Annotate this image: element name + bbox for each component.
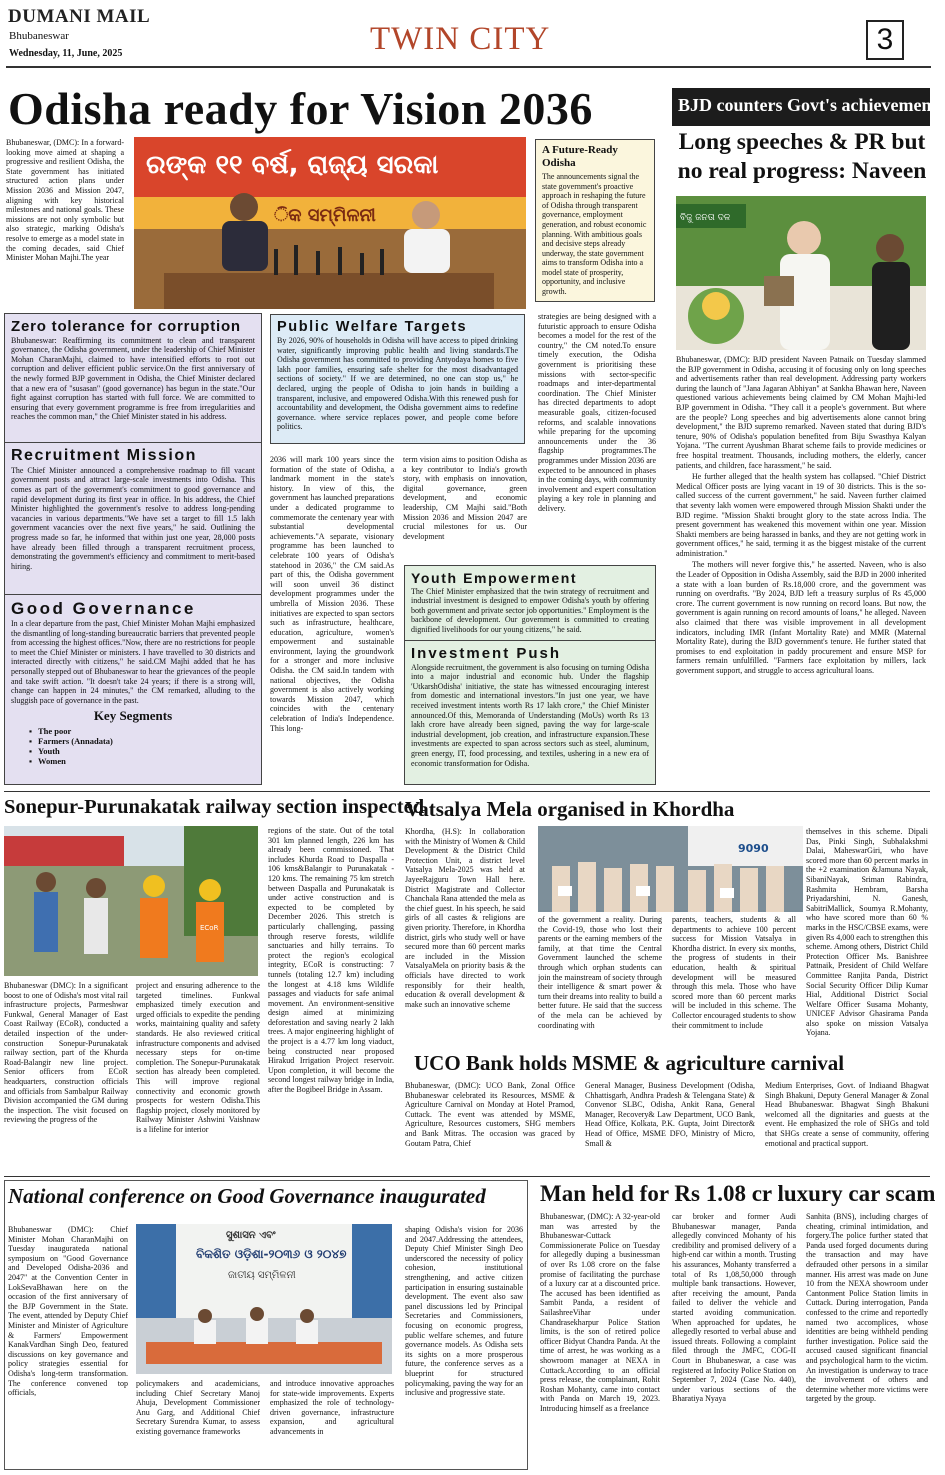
youth-empowerment-box xyxy=(404,565,656,641)
key-segment-item: ▪ Farmers (Annadata) xyxy=(29,736,255,746)
stage-banner-text: 9090 xyxy=(738,842,769,855)
scam-column-2: car broker and former Audi Bhubaneswar manager, Panda allegedly convinced Mohanty of his credibility and promised delivery of a high-end car within a month. Trusting his assurances, Mohanty transferred a total of Rs 1,08,50,000 through multiple bank transactions. However, after receiving the amount, Panda failed to deliver the vehicle and started avoiding communication. When approached for updates, he allegedly resorted to verbal abuse and issued threats. Following a complaint filed through the JMFC, COG-II Court in Bhubaneswar, a case was registered at Infocity Police Station on September 7, 2024 (Case No. 440), under various sections of the Bharatiya Nyaya xyxy=(672,1212,796,1404)
bjd-paragraph: Bhubaneswar, (DMC): BJD president Naveen Patnaik on Tuesday slammed the BJP government in Odisha, accusing it of focusing only on long speeches and advertisements rather than real development. Addressing party workers during the launch of "Jana Jagaran Abhiyan" at Sankha Bhawan here, Naveen questioned various achievements being claimed by CM Mohan Majhi-led BJP government in Odisha. "They call it a people's government. But where are the people? Long speeches and big advertisements alone cannot bring development," the BJD supremo remarked. Naveen stated that during BJD's tenure, 90% of Odisha's population benefited from Biju Swasthya Kalyan Yojana. "The current Ayushman Bharat scheme fails to provide medicines or free hospital treatment. Thousands, including mothers, the elderly, cancer patients, and children, face harassment," he said. xyxy=(676,355,926,470)
lead-column-a: 2036 will mark 100 years since the formation of the state of Odisha, a landmark moment in the state's history. In view of this, the government has launched preparations under a dedicated programme to commemorate the centenary year with substantial developmental achievements."A separate, visionary programme has been launched to celebrate 100 years of Odisha's statehood in 2036," the CM said.As part of this, the Odisha government will soon unveil 36 distinct development programmes under the umbrella of Mission 2036. These initiatives are expected to span sectors such as infrastructure, healthcare, education, agriculture, women's empowerment and sustainable environment, laying the groundwork for a stronger and more inclusive Odisha. the CM said.In tandem with national objectives, the Odisha government is also actively working towards Mission 2047, which coincides with the centenary celebration of India's Independence. This long- xyxy=(270,455,394,733)
public-welfare-title: Public Welfare Targets xyxy=(277,319,468,335)
conference-banner-3: ଜାତୀୟ ସମ୍ମିଳନୀ xyxy=(228,1270,296,1281)
key-segment-item: ▪ Women xyxy=(29,756,255,766)
conference-column-3: and introduce innovative approaches for state-wide improvements. Experts emphasized the role of technology-driven governance, infrastructure expansion, and agricultural advancements in xyxy=(270,1379,394,1436)
public-welfare-box xyxy=(270,314,525,444)
lead-intro: Bhubaneswar, (DMC): In a forward-looking move aimed at shaping a progressive and resilient Odisha, the State government has initiated structured action plans under Mission 2036 and Mission 2047, aligning with key historical milestones and national goals. These missions are not only symbolic but also strategic, marking Odisha's resolve to emerge as a model state in the coming decades, said Chief Minister Mohan Majhi.The year xyxy=(6,138,124,263)
edition-date: Wednesday, 11, June, 2025 xyxy=(9,48,123,59)
bjd-headline-line-1: Long speeches & PR but xyxy=(678,129,926,155)
key-segments-list xyxy=(29,726,255,766)
conference-column-1: Bhubaneswar (DMC): Chief Minister Mohan CharanMajhi on Tuesday inaugurateda national symposium on "Good Governance and Developed Odisha-2036 and 2047" at the Convention Center in LokSevaBhawan here on the occasion of the first anniversary of the BJP Government in the State. The event, attended by Deputy Chief Minister and Minister of Agriculture & Farmers' Empowerment KanakVardhan Singh Deo, featured discussions on key governance and policy strategies essential for Odisha's long-term transformation. The conference convened top officials, xyxy=(8,1225,128,1398)
zero-tolerance-text: Bhubaneswar: Reaffirming its commitment to clean and transparent governance, the Odisha government, under the leadership of Chief Minister Mohan CharanMajhi, claimed to have intensified efforts to root out corruption and deliver efficient public service.On the first anniversary of the newly formed BJP government in Odisha, the Chief Minister declared that a new era of "susasan" (good governance) has begun in the state."Our fight against corruption has started with full force. We are committed to ensuring that every government programme is free from irregularities and reaches the common man," the Chief Minister stated in his address. xyxy=(11,335,255,422)
railway-column-2: project and ensuring adherence to the targeted timelines. Funkwal emphasized timely execution and urged officials to expedite the pending works, maintaining quality and safety standards. He also reviewed critical infrastructure components and advised necessary steps for on-time completion. The Sonepur-Purunakatak section has already been completed. This will improve regional connectivity and economic growth prospects for western Odisha.This flagship project, closely monitored by Railway Minister Ashwini Vaishnaw is a lifeline for interior xyxy=(136,981,260,1134)
lower-rule xyxy=(4,1176,930,1177)
conference-photo xyxy=(136,1224,392,1374)
scam-column-3: Sanhita (BNS), including charges of cheating, criminal intimidation, and forgery.The police further stated that Panda used forged documents during the transaction and may have defrauded other persons in a similar manner. His arrest was made on June 10 from the NEXA showroom under Cantonment Police Station limits in Cuttack. During interrogation, Panda confessed to the crime and reportedly named two accomplices, whose identities are being withheld pending further investigation. Police said the accused caused significant financial and psychological harm to the victim. An investigation is underway to trace the involvement of others and determine whether more victims were targeted by the group. xyxy=(806,1212,928,1404)
future-ready-title: A Future-Ready Odisha xyxy=(542,144,618,169)
youth-empowerment-title: Youth Empowerment xyxy=(411,570,578,586)
railway-inspection-image xyxy=(4,826,258,976)
key-segment-item: ▪ Youth xyxy=(29,746,255,756)
recruitment-title: Recruitment Mission xyxy=(11,447,197,464)
lead-column-c: strategies are being designed with a futuristic approach to ensure Odisha becomes a model for the rest of the country," the CM noted.To ensure timely execution, the Odisha government is prioritising these missions with sector-specific roadmaps and inter-departmental coordination. The Chief Minister has directed departments to adopt measurable goals, citizen-focused reforms, and scalable innovations while preparing for the upcoming announcements under the 36 flagship programmes.The programmes under Mission 2036 are expected to be announced in phases in the coming days, with community involvement and expert consultation playing a key role in planning and delivery. xyxy=(538,312,656,513)
conference-headline: National conference on Good Governance inaugurated xyxy=(8,1184,486,1208)
investment-push-box xyxy=(404,641,656,785)
lead-column-b: term vision aims to position Odisha as a key contributor to India's growth story, with emphasis on innovation, digital governance, green development, and economic leadership, CM Majhi said."Both Mission 2036 and Mission 2047 are crucial milestones for us. Our development xyxy=(403,455,527,541)
good-governance-box xyxy=(4,595,262,785)
conference-banner-1: ସୁଶାସନ ଏବଂ xyxy=(226,1230,276,1241)
conference-banner-2: ବିକଶିତ ଓଡ଼ିଶା-୨୦୩୬ ଓ ୨୦୪୭ xyxy=(196,1247,347,1261)
newspaper-name: DUMANI MAIL xyxy=(8,6,151,27)
masthead-rule xyxy=(6,66,931,68)
bjd-headline xyxy=(676,128,928,185)
uco-column-1: Bhubaneswar, (DMC): UCO Bank, Zonal Office Bhubaneswar celebrated its Resources, MSME & Agriculture Carnival on Monday at Hotel Pramod, Cuttack. The event was attended by MSME, Agriculture, Resources customers, SHG members and Bank Mitras. The occasion was graced by Goutam Patra, Chief xyxy=(405,1081,575,1148)
youth-empowerment-text: The Chief Minister emphasized that the twin strategy of recruitment and industrial investment is designed to empower Odisha's youth by offering both government and private sector job opportunities." Employment is the backbone of development. Our government is committed to creating dignified livelihoods for our young citizens," he said. xyxy=(411,586,649,634)
railway-column-1: Bhubaneswar (DMC): In a significant boost to one of Odisha's most vital rail infrastructure projects, Parmeshwar Funkwal, General Manager of East Coast Railway (ECoR), conducted a detailed inspection of the under-construction Sonepur-Purunakatak railway section, part of the Khurda Road-Balangir new line project. Senior officers from ECoR headquarters, construction officials and officials from Sambalpur Railway Division accompanied the GM during the inspection. The visit focused on reviewing the progress of the xyxy=(4,981,128,1125)
good-governance-text: In a clear departure from the past, Chief Minister Mohan Majhi emphasized the dismantling of long-standing bureaucratic barriers that prevented people from accessing the highest offices."Now, there are no restrictions for people to meet the Chief Minister or ministers. I have travelled to 30 districts and interacted directly with citizens," he said.CM Majhi added that he has personally stepped out of Bhubaneswar to hear the grievances of the people and take swift action. "It doesn't take 24 years; if there is a strong will, change can happen in 24 minutes," the CM remarked, alluding to the sluggish pace of governance in the past. xyxy=(11,619,255,705)
bjd-paragraph: He further alleged that the health system has collapsed. "Chief District Medical Officer posts are lying vacant in 19 of 30 districts. This is the so-called success of the current government," he said. Naveen further claimed that seventy lakh women were empowered through Mission Shakti under the BJD regime. "Mission Shakti brought glory to the state across India. The present government has weakened this movement within one year. Mission Shakti members are being harassed in banks, and they are not getting work in government offices," he said, terming it as the biggest mistake of the current administration." xyxy=(676,472,926,558)
vatsalya-column-4: themselves in this scheme. Dipali Das, Pinki Singh, Subhalakshmi Dalai, MaheswarGiri, who have scored more than 60 percent marks in the +2 examination &Jamuna Nayak, SibaniNayak, Sriman Rabindra, Rashmita Hembram, Barsha Priyadarshini, N. Ganesh, SabitriMallick, Soumya R.Mohanty, who have scored more than 60 % marks in the HSC/CBSE exams, were given Rs 4,000 each to strengthen this scheme. Among others, District Child Protection Officer Ms. Banishree Pattnaik, President of Child Welfare Committee Ranjita Panda, District Social Security Officer Dilip Kumar Hial, Additional District Social Welfare Officer Susama Mohanty, UNICEF Advisor Ghasirama Panda also spoke on mission Vatsalya Yojana. xyxy=(806,827,928,1038)
vatsalya-column-3: parents, teachers, students & all departments to achieve 100 percent success for Mission Vatsalya in Khordha district. In every six months, the progress of students in their education, health & spiritual development will be measured through this mela. Those who have scored more than 60 percent marks will be included in this scheme. The Collector encouraged students to show their commitment to include xyxy=(672,915,796,1030)
naveen-speaking-image xyxy=(676,196,926,350)
conference-column-4: shaping Odisha's vision for 2036 and 2047.Addressing the attendees, Deputy Chief Minister Singh Deo underscored the necessity of policy cohesion, institutional strengthening, and active citizen participation in ensuring sustainable development. The event also saw panel discussions led by Principal Secretaries and Commissioners, focusing on economic progress, public welfare schemes, and future governance models. As Odisha sets its sights on a more prosperous future, the conference serves as a blueprint for structured policymaking, paving the way for an inclusive and progressive state. xyxy=(405,1225,523,1398)
vatsalya-column-1: Khordha, (H.S): In collaboration with the Ministry of Women & Child Development & the District Child Protection Unit, a district level Vatsalya Mela-2025 was held at JayeeRajguru Town Hall here. District Magistrate and Collector Chanchala Rana attended the mela as the chief guest. In his speech, he said girls of all castes & religions are given priority. Therefore, in Khordha district, girls who study well or have secured more than 60 percent marks are included in the Mission VatsalyaMela on priority basis & the officials have directed to work responsibly for their health, education & overall development & make such an innovative scheme xyxy=(405,827,525,1009)
good-governance-title: Good Governance xyxy=(11,599,196,618)
zero-tolerance-title: Zero tolerance for corruption xyxy=(11,318,241,335)
vatsalya-photo xyxy=(538,826,803,912)
vatsalya-headline: Vatsalya Mela organised in Khordha xyxy=(405,797,735,821)
edition-city: Bhubaneswar xyxy=(9,30,69,42)
key-segment-item: ▪ The poor xyxy=(29,726,255,736)
vatsalya-column-2: of the government a reality. During the Covid-19, those who lost their parents or the earning members of the family, at that time the Central Government launched the scheme through which orphan students can join the mainstream of society through their intelligence & smart power & turn their dreams into reality to build a better future. He said that the success of the mela can be achieved by coordinating with xyxy=(538,915,662,1030)
section-title: TWIN CITY xyxy=(370,21,551,57)
conference-stage-image xyxy=(136,1224,392,1374)
investment-push-title: Investment Push xyxy=(411,645,562,662)
scam-headline: Man held for Rs 1.08 cr luxury car scam xyxy=(540,1181,936,1206)
conference-column-2: policymakers and academicians, including Chief Secretary Manoj Ahuja, Development Commissioner Anu Garg, and Additional Chief Secretary Surendra Kumar, to assess existing governance frameworks xyxy=(136,1379,260,1436)
naveen-photo xyxy=(676,196,926,350)
lead-headline: Odisha ready for Vision 2036 xyxy=(8,83,593,134)
bjd-body xyxy=(676,355,926,785)
vest-text: ECoR xyxy=(200,924,219,932)
railway-photo xyxy=(4,826,258,976)
bjd-headline-line-2: no real progress: Naveen xyxy=(677,157,927,184)
mid-rule xyxy=(4,791,930,792)
bjd-paragraph: The mothers will never forgive this," he asserted. Naveen, who is also the Leader of Opposition in Odisha Assembly, said the BJD in 2000 inherited a state with a loan burden of Rs.18,000 crore, and the government was running on overdrafts. "By 2024, BJD left a treasury surplus of Rs 45,000 crore. The current government is now running on record loans. But now, the government is again running on record amounts of loans," he alleged. Naveen also claimed that there was visible improvement in all development indicators, including IMR (Infant Mortality Rate) and MMR (Maternal Mortality Rate), during the BJD government's tenure. He further stated that promises to end exploitation in paddy procurement and ensure MSP for farmers remain unfulfilled. "Farmers face exploitation by millers, lack government support, and struggle to access agricultural loans. xyxy=(676,560,926,675)
uco-column-2: General Manager, Business Development (Odisha, Chhattisgarh, Andhra Pradesh & Telengana State) & Convenor SLBC, Odisha, Ankit Rana, General Manager, Recovery& Law Department, UCO Bank, Head Office, Kolkata, P.K. Gupta, Joint Director& Head of Office, MSME DFO, Ministry of Micro, Small & xyxy=(585,1081,755,1148)
public-welfare-text: By 2026, 90% of households in Odisha will have access to piped drinking water, significantly improving public health and living standards.The Odisha government has committed to providing Antyodaya homes to five lakh poor families, ensuring safe shelter for the most disadvantaged sections of society." If we are determined, no one can stop us," he declared, urging the people of Odisha to join hands in building a transparent, inclusive, and empowered Odisha.With this renewed push for accountability and development, the Odisha government aims to redefine governance. where service replaces power, and people come before politics. xyxy=(277,336,518,432)
photo-banner-sub: ିକ ସମ୍ମିଳନୀ xyxy=(274,205,376,226)
bjd-section-bar: BJD counters Govt's achievements xyxy=(672,88,930,126)
future-ready-text: The announcements signal the state government's proactive approach in reshaping the future of Odisha through transparent governance, employment generation, and robust economic planning. With ambitious goals and decisive steps already underway, the state government aims to transform Odisha into a model state of prosperity, opportunity, and inclusive growth. xyxy=(542,171,647,297)
photo-banner-text: ରଙ୍କ ୧୧ ବର୍ଷ, ରାଜ୍ୟ ସରକା xyxy=(146,150,439,180)
recruitment-box xyxy=(4,443,262,595)
future-ready-box xyxy=(535,139,655,302)
scam-column-1: Bhubaneswar, (DMC): A 32-year-old man was arrested by the Bhubaneswar-Cuttack Commissionerate Police on Tuesday for allegedly duping a businessman of over Rs 1.08 crore on the false promise of facilitating the purchase of a luxury car at a discounted price. The accused has been identified as Sambit Panda, a resident of SailashreeVihar under Chandrasekharpur Police Station limits, is the son of retired police officer Bidyut Chandra Panda. At the time of arrest, he was working as a showroom manager at NEXA in Cuttack.According to an official press release, the complainant, Rohit Roshan Mohanty, came into contact with Panda on March 19, 2023. Introducing himself as a freelance xyxy=(540,1212,660,1413)
key-segments-title: Key Segments xyxy=(93,708,173,724)
lead-photo xyxy=(134,137,526,309)
recruitment-text: The Chief Minister announced a comprehensive roadmap to fill vacant government posts and attract large-scale investments into Odisha. This comes as part of the government's commitment to good governance and rapid development during its first year in office. In his address, the Chief Minister highlighted the government's resolve to address long-pending vacancies in various departments."We have set a target to fill 1.5 lakh government vacancies over the next five years," he said. Outlining the progress made so far, he informed that within just one year, 28,000 posts have already been filled through a transparent recruitment process, demonstrating the government's efficiency and commitment to merit-based hiring. xyxy=(11,465,255,571)
railway-column-3: regions of the state. Out of the total 301 km planned length, 226 km has already been commissioned. That includes Khurda Road to Daspalla - 106 kms&Balangir to Purunakatak - 120 kms. The remaining 75 km stretch between Daspalla and Purunakatak is under active construction and is expected to be completed by December 2026. This stretch is particularly challenging, passing through reserve forests, wildlife sanctuaries and hilly terrains. To protect the region's ecological integrity, ECoR is constructing: 7 tunnels (totaling 12.7 km) including the longest at 4.18 kms Wildlife passages and viaducts for safe animal movement. An environment-sensitive design aimed at minimizing deforestation and saving nearly 2 lakh trees. A major engineering highlight of the project is a 4.77 km long viaduct, being constructed near proposed Hirakud Irrigation Project reservoir. Upon completion, it will become the second longest railway bridge in India, after the Bogibeel Bridge in Assam. xyxy=(268,826,394,1095)
page-number: 3 xyxy=(866,20,904,60)
uco-headline: UCO Bank holds MSME & agriculture carnival xyxy=(414,1051,845,1075)
zero-tolerance-box xyxy=(4,313,262,443)
cm-press-conference-image xyxy=(134,137,526,309)
uco-column-3: Medium Enterprises, Govt. of Indiaand Bhagwat Singh Bhakuni, Deputy General Manager & Zonal Head Bhubaneswar. Bhagwat Singh Bhakuni welcomed all the dignitaries and guests at the event. He emphasized the role of SHGs and told that SHGs create a sense of community, offering emotional and practical support. xyxy=(765,1081,929,1148)
investment-push-text: Alongside recruitment, the government is also focusing on turning Odisha into a major industrial and economic hub. Under the flagship 'UtkarshOdisha' initiative, the state has witnessed encouraging interest from domestic and international investors."In just one year, we have received investment intents worth Rs 17 lakh crore," the Chief Minister announced.Of this, Memoranda of Understanding (MoUs) worth Rs 13 lakh crore have already been signed, paving the way for large-scale industrial development, job creation, and infrastructure expansion.These investments are expected to span across sectors such as steel, aluminum, green energy, IT, food processing, and textiles, ushering in a new era of economic transformation for Odisha. xyxy=(411,662,649,768)
railway-headline: Sonepur-Purunakatak railway section inspected xyxy=(4,796,425,818)
vatsalya-mela-image xyxy=(538,826,803,912)
photo-sign-text: ବିଜୁ ଜନତା ଦଳ xyxy=(680,213,731,223)
